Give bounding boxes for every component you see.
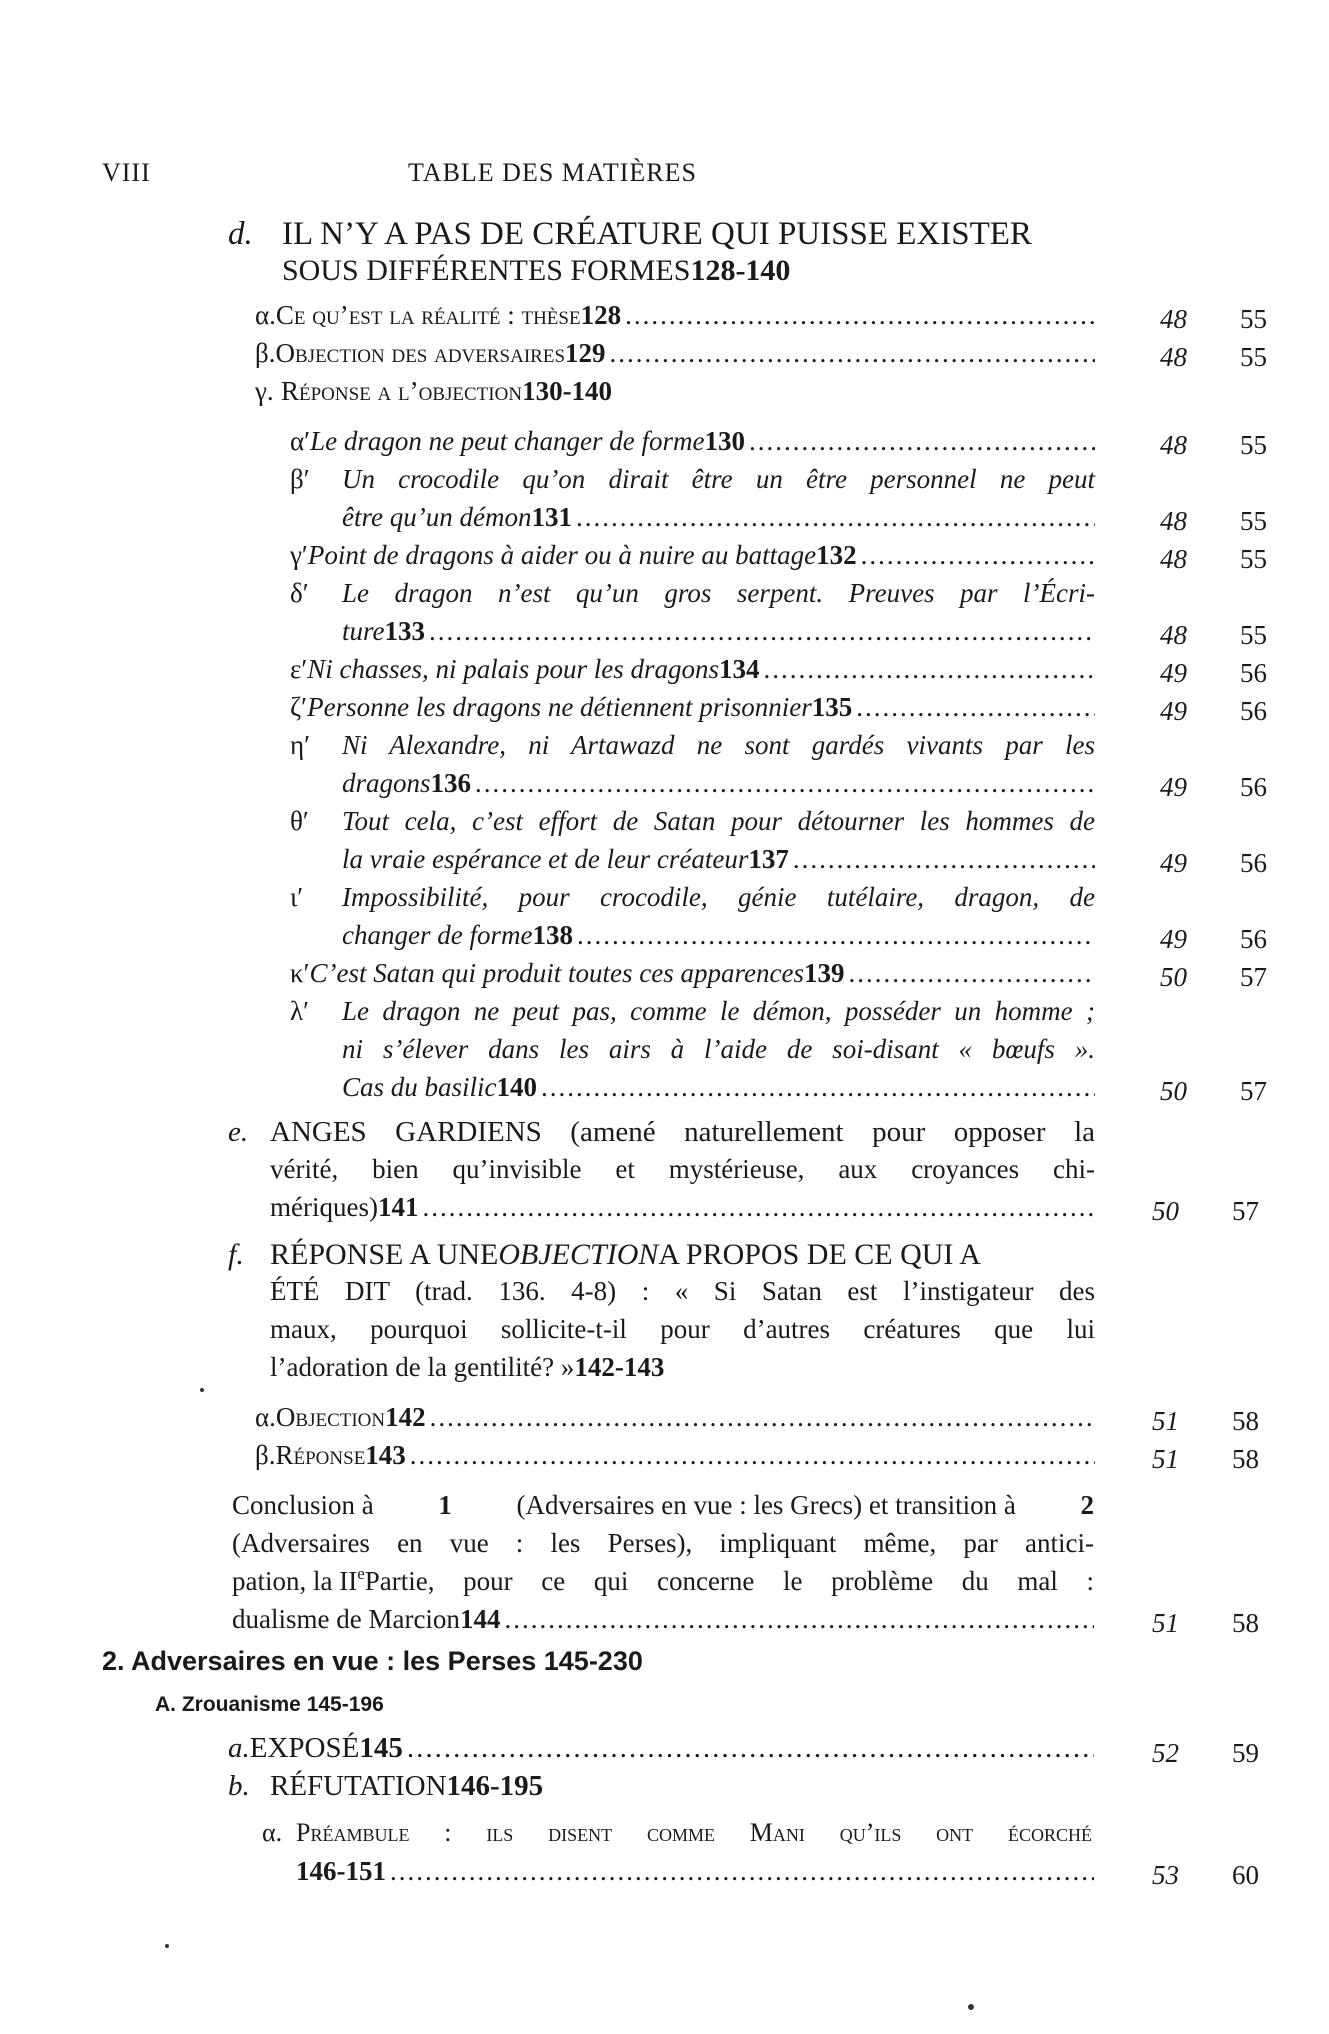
- page-ref-secondary: 58: [1232, 1406, 1259, 1436]
- dot-leader: [390, 1858, 1094, 1885]
- entry-g-gamma-marker: γ′: [290, 540, 308, 570]
- entry-b-marker: b.: [228, 1770, 250, 1802]
- folio-text: VIII: [102, 158, 151, 187]
- dot-leader: [422, 1194, 1095, 1221]
- entry-g-beta-marker: β′: [290, 464, 310, 494]
- page-ref-secondary: 57: [1232, 1196, 1259, 1226]
- entry-g-zeta-marker: ζ′: [290, 692, 308, 722]
- conclusion-line2: [232, 1530, 1094, 1557]
- entry-d-gamma: [255, 378, 612, 405]
- entry-d-title-1: IL N’Y A PAS DE CRÉATURE QUI PUISSE EXISTER: [282, 216, 1032, 252]
- page-ref-primary: 49: [1160, 772, 1187, 802]
- entry-g-epsilon-marker: ε′: [290, 654, 308, 684]
- page-ref-primary: 49: [1160, 696, 1187, 726]
- page-ref-secondary: 58: [1232, 1444, 1259, 1474]
- page-ref-primary: 49: [1160, 658, 1187, 688]
- entry-b-alpha-marker: α.: [262, 1818, 283, 1847]
- page-ref-primary: 49: [1160, 848, 1187, 878]
- entry-g-eta-line1: [290, 732, 1095, 759]
- page-ref-secondary: 56: [1240, 696, 1267, 726]
- entry-g-lambda-line3: [342, 1074, 1095, 1101]
- conclusion-text-1c: (Adversaires en vue : les Grecs) et transition à: [516, 1490, 1016, 1520]
- entry-g-alpha: [290, 428, 1095, 455]
- page-ref-primary: 51: [1152, 1444, 1179, 1474]
- entry-e-marker: e.: [228, 1116, 249, 1148]
- section-2-heading: [102, 1648, 643, 1675]
- entry-a-text: EXPOSÉ: [249, 1732, 360, 1764]
- entry-f-text-3: maux, pourquoi sollicite-t-il pour d’autres créatures que lui: [270, 1314, 1095, 1344]
- dot-leader: [410, 1442, 1095, 1469]
- entry-g-lambda-marker: λ′: [290, 996, 309, 1026]
- entry-g-iota-line1: [290, 884, 1095, 911]
- conclusion-superscript: e: [357, 1564, 365, 1583]
- entry-d-gamma-text: Réponse a l’objection: [281, 376, 523, 406]
- entry-f-text-4: l’adoration de la gentilité? »: [270, 1352, 575, 1382]
- entry-g-theta-num: 137: [748, 844, 789, 874]
- page-ref-primary: 48: [1160, 342, 1187, 372]
- entry-f-beta-text: Réponse: [275, 1440, 366, 1470]
- entry-f-alpha-marker: α.: [255, 1402, 276, 1432]
- page-ref-secondary: 55: [1240, 544, 1267, 574]
- scan-speck: [200, 1388, 204, 1392]
- entry-g-delta-line1: [290, 580, 1095, 607]
- running-title: [408, 160, 697, 186]
- entry-g-eta-marker: η′: [290, 730, 311, 760]
- entry-g-lambda-num: 140: [496, 1072, 538, 1102]
- entry-f-alpha: [255, 1404, 1095, 1431]
- conclusion-text-3b: Partie, pour ce qui concerne le problème du mal :: [364, 1566, 1094, 1596]
- scan-speck: [968, 2004, 974, 2010]
- page-ref-secondary: 55: [1240, 342, 1267, 372]
- entry-d-line1: [228, 218, 1032, 251]
- conclusion-ref-1: 1: [438, 1490, 452, 1520]
- dot-leader: [861, 542, 1095, 569]
- page-ref-primary: 48: [1160, 506, 1187, 536]
- dot-leader: [541, 1074, 1095, 1101]
- entry-g-zeta-num: 135: [811, 692, 853, 722]
- page-ref-secondary: 55: [1240, 304, 1267, 334]
- section-2-text: 2. Adversaires en vue : les Perses 145-230: [102, 1646, 643, 1676]
- entry-g-eta-text-2: dragons: [342, 768, 431, 798]
- entry-a-num: 145: [359, 1732, 403, 1764]
- entry-g-lambda-text-3: Cas du basilic: [342, 1072, 497, 1102]
- entry-f-text-1c: A PROPOS DE CE QUI A: [658, 1238, 981, 1271]
- entry-b-alpha-num: 146-151: [296, 1856, 386, 1886]
- conclusion-line1: [232, 1492, 1094, 1519]
- section-a-text: A. Zrouanisme 145-196: [155, 1693, 384, 1716]
- entry-d-alpha: [255, 302, 1095, 329]
- entry-g-iota-marker: ι′: [290, 882, 304, 912]
- entry-b-alpha-line2: [296, 1858, 1094, 1885]
- page-ref-secondary: 55: [1240, 620, 1267, 650]
- page-ref-primary: 48: [1160, 304, 1187, 334]
- entry-d-line2: [282, 256, 790, 286]
- entry-f-alpha-text: Objection: [275, 1402, 386, 1432]
- page-ref-secondary: 59: [1232, 1738, 1259, 1768]
- entry-g-gamma-num: 132: [816, 540, 857, 570]
- dot-leader: [793, 846, 1095, 873]
- entry-g-beta-num: 131: [531, 502, 572, 532]
- conclusion-text-1a: Conclusion à: [232, 1490, 374, 1520]
- entry-g-beta-text-2: être qu’un démon: [342, 502, 532, 532]
- entry-g-alpha-num: 130: [704, 426, 745, 456]
- entry-g-iota-num: 138: [532, 920, 573, 950]
- page-ref-secondary: 55: [1240, 506, 1267, 536]
- dot-leader: [430, 1404, 1095, 1431]
- entry-g-delta-text-2: ture: [342, 616, 385, 646]
- page-ref-primary: 48: [1160, 620, 1187, 650]
- page-ref-primary: 49: [1160, 924, 1187, 954]
- entry-d-beta: [255, 340, 1095, 367]
- entry-e-num: 141: [377, 1192, 419, 1222]
- page-ref-secondary: 56: [1240, 772, 1267, 802]
- entry-g-alpha-text: Le dragon ne peut changer de forme: [310, 426, 705, 456]
- entry-f-text-1b: OBJECTION: [498, 1238, 659, 1271]
- entry-d-beta-text: Objection des adversaires: [275, 338, 566, 368]
- page-ref-secondary: 57: [1240, 962, 1267, 992]
- page-ref-secondary: 56: [1240, 848, 1267, 878]
- conclusion-line3: [232, 1564, 1094, 1596]
- page-ref-primary: 53: [1152, 1860, 1179, 1890]
- conclusion-text-2: (Adversaires en vue : les Perses), impliquant même, par antici-: [232, 1528, 1094, 1558]
- entry-d-marker: d.: [228, 216, 253, 252]
- dot-leader: [577, 922, 1095, 949]
- entry-b-text: RÉFUTATION: [270, 1770, 447, 1802]
- entry-g-kappa-text: C’est Satan qui produit toutes ces apparences: [309, 958, 804, 988]
- entry-g-zeta-text: Personne les dragons ne détiennent prisonnier: [307, 692, 812, 722]
- conclusion-num: 144: [459, 1604, 501, 1634]
- conclusion-line4: [232, 1606, 1094, 1633]
- running-title-text: TABLE DES MATIÈRES: [408, 158, 697, 187]
- page-ref-primary: 52: [1152, 1738, 1179, 1768]
- entry-f-beta-num: 143: [365, 1440, 406, 1470]
- entry-g-theta-line1: [290, 808, 1095, 835]
- entry-d-gamma-num: 130-140: [522, 376, 613, 406]
- entry-g-iota-text-2: changer de forme: [342, 920, 533, 950]
- entry-g-delta-line2: [342, 618, 1095, 645]
- entry-d-title-2: SOUS DIFFÉRENTES FORMES: [282, 254, 691, 287]
- entry-g-delta-num: 133: [384, 616, 425, 646]
- entry-g-iota-line2: [342, 922, 1095, 949]
- entry-b-num: 146-195: [446, 1770, 544, 1802]
- page-ref-primary: 51: [1152, 1406, 1179, 1436]
- entry-d-beta-marker: β.: [255, 338, 276, 368]
- dot-leader: [429, 618, 1095, 645]
- page-ref-primary: 48: [1160, 430, 1187, 460]
- entry-d-gamma-marker: γ.: [255, 376, 274, 406]
- entry-g-gamma: [290, 542, 1095, 569]
- dot-leader: [610, 340, 1095, 367]
- entry-e-text-1: ANGES GARDIENS (amené naturellement pour opposer la: [270, 1116, 1095, 1148]
- entry-e-line3: [270, 1194, 1095, 1221]
- page-ref-primary: 51: [1152, 1608, 1179, 1638]
- dot-leader: [625, 302, 1095, 329]
- entry-g-beta-line1: [290, 466, 1095, 493]
- entry-d-alpha-marker: α.: [255, 300, 276, 330]
- entry-d-beta-num: 129: [565, 338, 606, 368]
- entry-e-text-3: mériques): [270, 1192, 378, 1222]
- section-a-heading: [155, 1694, 384, 1715]
- entry-b-refutation: [228, 1772, 543, 1801]
- entry-d-alpha-num: 128: [580, 300, 622, 330]
- page-ref-primary: 50: [1152, 1196, 1179, 1226]
- conclusion-text-4: dualisme de Marcion: [232, 1604, 460, 1634]
- dot-leader: [576, 504, 1095, 531]
- page-ref-primary: 48: [1160, 544, 1187, 574]
- dot-leader: [749, 428, 1095, 455]
- page-ref-primary: 50: [1160, 962, 1187, 992]
- entry-f-line4: [270, 1354, 664, 1381]
- entry-g-eta-line2: [342, 770, 1095, 797]
- conclusion-ref-2: 2: [1080, 1490, 1094, 1520]
- page-ref-secondary: 56: [1240, 658, 1267, 688]
- dot-leader: [475, 770, 1095, 797]
- entry-g-epsilon: [290, 656, 1095, 683]
- entry-g-lambda-text-1: Le dragon ne peut pas, comme le démon, posséder un homme ;: [342, 996, 1095, 1026]
- entry-g-kappa-num: 139: [803, 958, 845, 988]
- entry-f-line3: [270, 1316, 1095, 1343]
- entry-g-zeta: [290, 694, 1095, 721]
- dot-leader: [856, 694, 1095, 721]
- entry-f-text-1a: RÉPONSE A UNE: [270, 1238, 499, 1271]
- scan-speck: [165, 1944, 169, 1948]
- entry-e-line1: [228, 1118, 1095, 1147]
- entry-a-expose: [228, 1734, 1094, 1763]
- entry-f-beta-marker: β.: [255, 1440, 276, 1470]
- entry-g-epsilon-text: Ni chasses, ni palais pour les dragons: [307, 654, 720, 684]
- entry-f-beta: [255, 1442, 1095, 1469]
- entry-g-iota-text-1: Impossibilité, pour crocodile, génie tutélaire, dragon, de: [342, 882, 1095, 912]
- entry-b-alpha-text: Préambule : ils disent comme Mani qu’ils ont écorché: [296, 1818, 1092, 1847]
- dot-leader: [764, 656, 1095, 683]
- page-ref-secondary: 55: [1240, 430, 1267, 460]
- page-ref-primary: 50: [1160, 1076, 1187, 1106]
- entry-a-marker: a.: [228, 1732, 250, 1764]
- entry-g-delta-marker: δ′: [290, 578, 309, 608]
- entry-g-eta-text-1: Ni Alexandre, ni Artawazd ne sont gardés vivants par les: [342, 730, 1095, 760]
- entry-g-lambda-text-2: ni s’élever dans les airs à l’aide de soi-disant « bœufs ».: [342, 1034, 1095, 1064]
- entry-f-line2: [270, 1278, 1095, 1305]
- entry-g-eta-num: 136: [430, 768, 472, 798]
- entry-f-marker: f.: [228, 1238, 244, 1271]
- folio: [102, 160, 151, 186]
- entry-e-line2: [270, 1156, 1095, 1183]
- entry-g-theta-text-1: Tout cela, c’est effort de Satan pour détourner les hommes de: [342, 806, 1095, 836]
- entry-g-delta-text-1: Le dragon n’est qu’un gros serpent. Preuves par l’Écri-: [342, 578, 1095, 608]
- dot-leader: [407, 1734, 1094, 1763]
- conclusion-text-3a: pation, la II: [232, 1566, 358, 1596]
- entry-e-text-2: vérité, bien qu’invisible et mystérieuse, aux croyances chi-: [270, 1154, 1095, 1184]
- entry-g-lambda-line2: [342, 1036, 1095, 1063]
- entry-g-theta-line2: [342, 846, 1095, 873]
- dot-leader: [504, 1606, 1094, 1633]
- entry-f-alpha-num: 142: [385, 1402, 426, 1432]
- page-ref-secondary: 58: [1232, 1608, 1259, 1638]
- entry-g-alpha-marker: α′: [290, 426, 311, 456]
- dot-leader: [848, 960, 1095, 987]
- entry-f-num: 142-143: [574, 1352, 665, 1382]
- entry-g-kappa-marker: κ′: [290, 958, 310, 988]
- page-ref-secondary: 56: [1240, 924, 1267, 954]
- entry-g-beta-text-1: Un crocodile qu’on dirait être un être personnel ne peut: [342, 464, 1095, 494]
- entry-d-range: 128-140: [690, 254, 791, 287]
- entry-g-lambda-line1: [290, 998, 1095, 1025]
- page-ref-secondary: 60: [1232, 1860, 1259, 1890]
- entry-g-beta-line2: [342, 504, 1095, 531]
- entry-b-alpha-line1: [262, 1820, 1092, 1846]
- entry-g-epsilon-num: 134: [719, 654, 760, 684]
- entry-g-kappa: [290, 960, 1095, 987]
- entry-f-line1: [228, 1240, 981, 1270]
- entry-g-theta-text-2: la vraie espérance et de leur créateur: [342, 844, 749, 874]
- entry-g-theta-marker: θ′: [290, 806, 309, 836]
- entry-f-text-2: ÉTÉ DIT (trad. 136. 4-8) : « Si Satan est l’instigateur des: [270, 1276, 1095, 1306]
- entry-g-gamma-text: Point de dragons à aider ou à nuire au battage: [307, 540, 817, 570]
- entry-d-alpha-text: Ce qu’est la réalité : thèse: [275, 300, 581, 330]
- page-ref-secondary: 57: [1240, 1076, 1267, 1106]
